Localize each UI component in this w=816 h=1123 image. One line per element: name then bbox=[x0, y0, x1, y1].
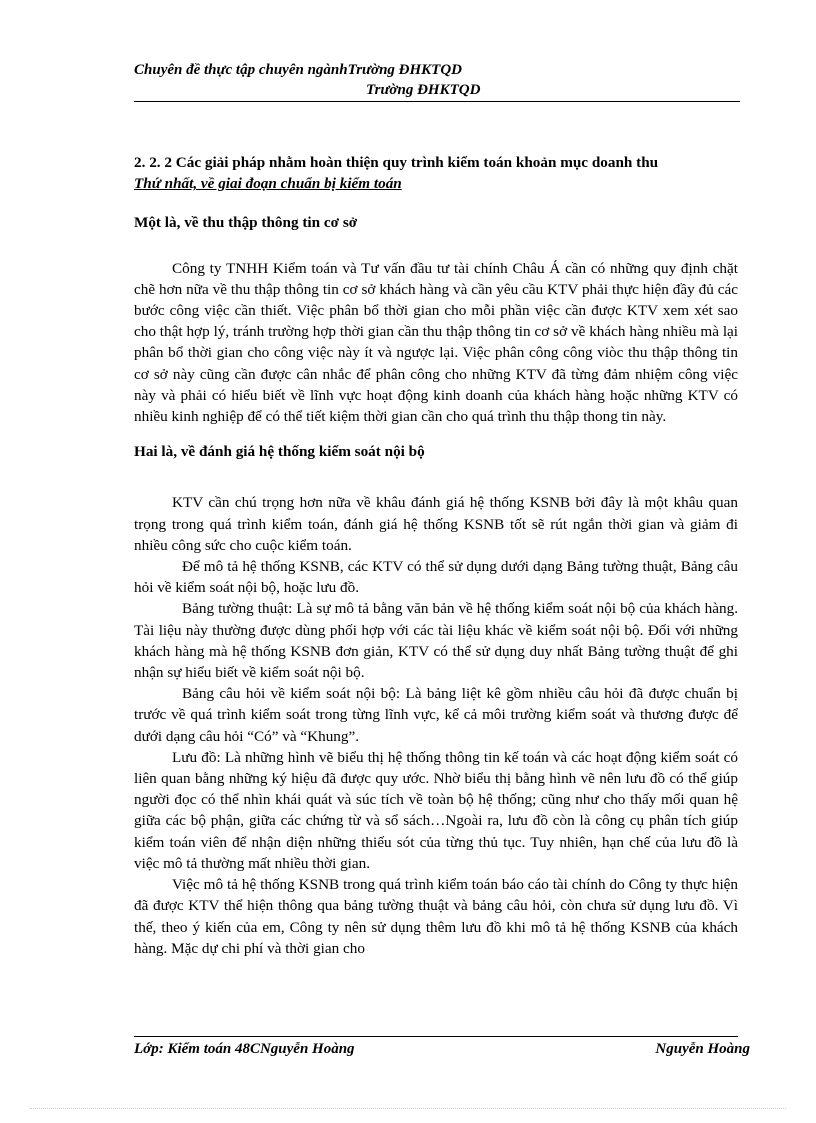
footer-right: Nguyễn Hoàng bbox=[655, 1041, 750, 1057]
part1-paragraph: Công ty TNHH Kiểm toán và Tư vấn đầu tư tài chính Châu Á cần có những quy định chặt chẽ hơn nữa về thu thập thông tin cơ sở khách hàng và cần yêu cầu KTV phải thực hiện đầy đủ các bước công việc cần thiết. Việc phân bổ thời gian cho mỗi phần việc cần được KTV xem xét sao cho thật hợp lý, tránh trường hợp thời gian cần thu thập thông tin cơ sở về khách hàng nhiều mà lại phân bổ thời gian cho công việc này ít và ngược lại. Việc phân công công viòc thu thập thông tin cơ sở này cũng cần được cân nhắc để phân công cho những KTV đã từng đảm nhiệm công việc này và phải có hiểu biết về lĩnh vực hoạt động kinh doanh của khách hàng hoặc những KTV có nhiều kinh nghiệp để có thể tiết kiệm thời gian cần cho quá trình thu thập thong tin này. bbox=[134, 259, 738, 426]
page-header bbox=[134, 60, 740, 100]
part2-paragraph-5: Lưu đồ: Là những hình vẽ biểu thị hệ thống thông tin kế toán và các hoạt động kiểm soát có liên quan bằng những ký hiệu đã được quy ước. Nhờ biểu thị bằng hình vẽ nên lưu đồ có thể giúp người đọc có thể nhìn khái quát và súc tích về toàn bộ hệ thống; cũng như cho thấy mối quan hệ giữa các bộ phận, giữa các chứng từ và sổ sách…Ngoài ra, lưu đồ còn là công cụ phân tích giúp kiểm toán viên để nhận diện những thiếu sót của từng thủ tục. Tuy nhiên, hạn chế của lưu đồ là việc mô tả thường mất nhiều thời gian. bbox=[134, 748, 738, 872]
part2-paragraph-4: Bảng câu hỏi về kiểm soát nội bộ: Là bảng liệt kê gồm nhiều câu hỏi đã được chuẩn bị trước về quá trình kiểm soát trong từng lĩnh vực, kể cả môi trường kiểm soát và thương được để dưới dạng câu hỏi “Có” và “Khung”. bbox=[134, 685, 738, 745]
part1-block bbox=[134, 258, 738, 428]
page-bottom-dotted-line bbox=[30, 1108, 786, 1109]
part2-block bbox=[134, 492, 738, 958]
header-divider bbox=[134, 101, 740, 102]
part2-heading: Hai là, về đánh giá hệ thống kiểm soát nội bộ bbox=[134, 443, 425, 461]
part2-paragraph-3: Bảng tường thuật: Là sự mô tả bằng văn bản về hệ thống kiểm soát nội bộ của khách hàng. Tài liệu này thường được dùng phối hợp với các tài liệu khác về kiểm soát nội bộ. Đối với những khách hàng mà hệ thống KSNB đơn giản, KTV có thể sử dụng duy nhất Bảng tường thuật để ghi nhận sự hiểu biết về kiểm soát nội bộ. bbox=[134, 600, 738, 682]
part1-heading: Một là, về thu thập thông tin cơ sở bbox=[134, 214, 358, 232]
header-line-2: Trường ĐHKTQD bbox=[366, 82, 481, 98]
section-subtitle: Thứ nhất, về giai đoạn chuẩn bị kiểm toán bbox=[134, 175, 402, 193]
part2-paragraph-1: KTV cần chú trọng hơn nữa về khâu đánh giá hệ thống KSNB bởi đây là một khâu quan trọng trong quá trình kiểm toán, đánh giá hệ thống KSNB tốt sẽ rút ngắn thời gian và giảm đi nhiều công sức cho cuộc kiểm toán. bbox=[134, 494, 738, 554]
header-line-1: Chuyên đề thực tập chuyên ngànhTrường ĐHKTQD bbox=[134, 62, 463, 78]
part2-paragraph-6: Việc mô tả hệ thống KSNB trong quá trình kiểm toán báo cáo tài chính do Công ty thực hiện đã được KTV thể hiện thông qua bảng tường thuật và bảng câu hỏi, còn chưa sử dụng lưu đồ. Vì thế, theo ý kiến của em, Công ty nên sử dụng thêm lưu đồ khi mô tả hệ thống KSNB của khách hàng. Mặc dự chi phí và thời gian cho bbox=[134, 876, 738, 957]
section-title: 2. 2. 2 Các giải pháp nhằm hoàn thiện quy trình kiểm toán khoản mục doanh thu bbox=[134, 154, 659, 171]
footer-left: Lớp: Kiểm toán 48CNguyễn Hoàng bbox=[134, 1041, 355, 1057]
part2-paragraph-2: Để mô tả hệ thống KSNB, các KTV có thể sử dụng dưới dạng Bảng tường thuật, Bảng câu hỏi về kiểm soát nội bộ, hoặc lưu đồ. bbox=[134, 558, 738, 597]
page-body bbox=[134, 152, 738, 959]
footer-divider bbox=[134, 1036, 738, 1037]
page-footer bbox=[134, 1041, 750, 1058]
